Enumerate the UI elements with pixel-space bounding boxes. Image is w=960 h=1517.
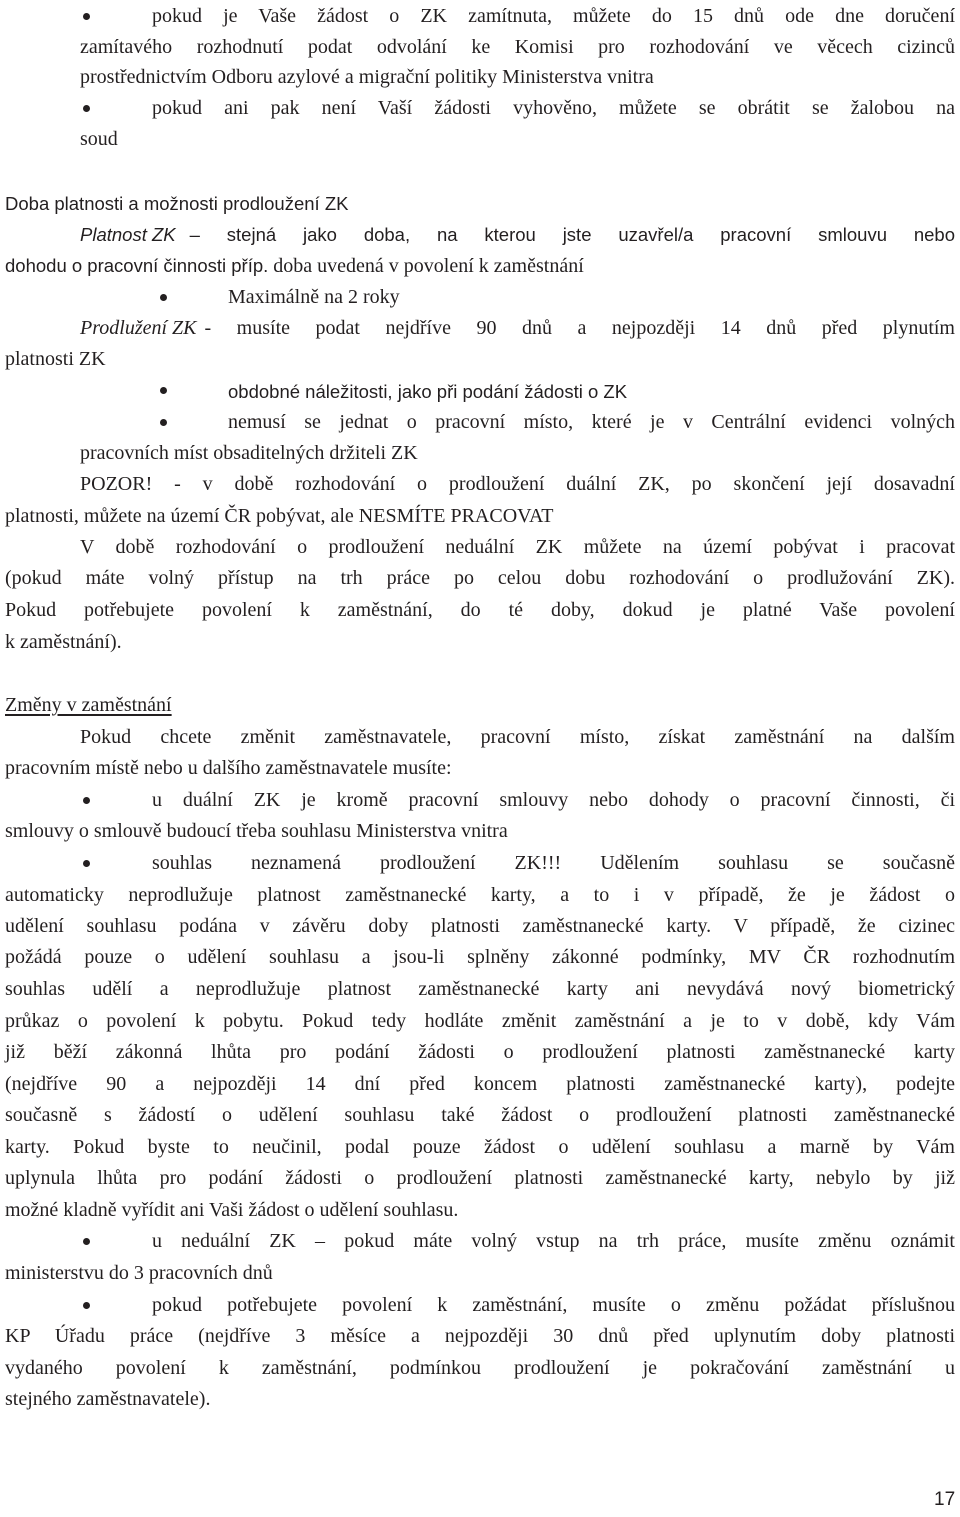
warning-line1: POZOR! - v době rozhodování o prodloužení duální ZK, po skončení její dosavadní bbox=[80, 473, 955, 495]
bullet-permit-line1: pokud potřebujete povolení k zaměstnání, musíte o změnu požádat příslušnou bbox=[152, 1294, 955, 1316]
bullet-dual-line1: u duální ZK je kromě pracovní smlouvy nebo dohody o pracovní činnosti, či bbox=[152, 789, 955, 811]
bullet-appeal-line3: prostřednictvím Odboru azylové a migrační politiky Ministerstva vnitra bbox=[80, 66, 654, 88]
bullet-permit-line4: stejného zaměstnavatele). bbox=[5, 1388, 211, 1410]
bullet-appeal-line1: pokud je Vaše žádost o ZK zamítnuta, můžete do 15 dnů ode dne doručení bbox=[152, 5, 955, 27]
consent-line: karty. Pokud byste to neučinil, podal pouze žádost o udělení souhlasu a marně by Vám bbox=[5, 1136, 955, 1158]
validity-line2-sans: dohodu o pracovní činnosti příp. bbox=[5, 255, 269, 276]
bullet-icon bbox=[83, 105, 90, 112]
bullet-icon bbox=[160, 294, 167, 301]
extension-term: Prodlužení ZK bbox=[80, 317, 197, 339]
bullet-max-duration: Maximálně na 2 roky bbox=[228, 286, 400, 308]
consent-line: uplynula lhůta pro podání žádosti o prodloužení platnosti zaměstnanecké karty, nebylo by již bbox=[5, 1167, 955, 1189]
consent-line: souhlas udělí a neprodlužuje platnost zaměstnanecké karty ani nevydává nový biometrický bbox=[5, 978, 955, 1000]
extension-text: - musíte podat nejdříve 90 dnů a nejpozději 14 dnů před plynutím bbox=[204, 317, 955, 339]
bullet-lawsuit-line2: soud bbox=[80, 128, 118, 150]
bullet-icon bbox=[83, 1302, 90, 1309]
validity-term: Platnost ZK bbox=[80, 224, 176, 245]
section-heading-employment-changes: Změny v zaměstnání bbox=[5, 694, 172, 716]
consent-line: požádá pouze o udělení souhlasu a jsou-li splněny zákonné podmínky, MV ČR rozhodnutím bbox=[5, 946, 955, 968]
consent-line: současně s žádostí o udělení souhlasu také žádost o prodloužení platnosti zaměstnanecké bbox=[5, 1104, 955, 1126]
bullet-icon bbox=[83, 797, 90, 804]
consent-line: souhlas neznamená prodloužení ZK!!! Udělením souhlasu se současně bbox=[152, 852, 955, 874]
bullet-icon bbox=[160, 387, 167, 394]
consent-line: (nejdříve 90 a nejpozději 14 dní před koncem platnosti zaměstnanecké karty), podejte bbox=[5, 1073, 955, 1095]
section-heading-validity: Doba platnosti a možnosti prodloužení ZK bbox=[5, 193, 349, 214]
bullet-central-registry-line1: nemusí se jednat o pracovní místo, které je v Centrální evidenci volných bbox=[228, 411, 955, 433]
page-number: 17 bbox=[934, 1489, 956, 1510]
bullet-same-requirements: obdobné náležitosti, jako při podání žádosti o ZK bbox=[228, 381, 628, 402]
nondual-line1: V době rozhodování o prodloužení neduální ZK můžete na území pobývat i pracovat bbox=[80, 536, 955, 558]
consent-line: možné kladně vyřídit ani Vaši žádost o udělení souhlasu. bbox=[5, 1199, 459, 1221]
consent-line: udělení souhlasu podána v závěru doby platnosti zaměstnanecké karty. V případě, že cizinec bbox=[5, 915, 955, 937]
bullet-icon bbox=[83, 13, 90, 20]
extension-line1 bbox=[80, 313, 955, 344]
consent-line: již běží zákonná lhůta pro podání žádosti o prodloužení platnosti zaměstnanecké karty bbox=[5, 1041, 955, 1063]
warning-line2: platnosti, můžete na území ČR pobývat, ale NESMÍTE PRACOVAT bbox=[5, 505, 554, 527]
bullet-nondual-line2: ministerstvu do 3 pracovních dnů bbox=[5, 1262, 273, 1284]
bullet-central-registry-line2: pracovních míst obsaditelných držiteli ZK bbox=[80, 442, 418, 464]
bullet-lawsuit-line1: pokud ani pak není Vaší žádosti vyhověno, můžete se obrátit se žalobou na bbox=[152, 97, 955, 119]
employment-intro-line2: pracovním místě nebo u dalšího zaměstnavatele musíte: bbox=[5, 757, 452, 779]
validity-line1 bbox=[80, 219, 955, 250]
bullet-icon bbox=[83, 1238, 90, 1245]
employment-intro-line1: Pokud chcete změnit zaměstnavatele, pracovní místo, získat zaměstnání na dalším bbox=[80, 726, 955, 748]
nondual-line2: (pokud máte volný přístup na trh práce po celou dobu rozhodování o prodlužování ZK). bbox=[5, 567, 955, 589]
nondual-line3: Pokud potřebujete povolení k zaměstnání, do té doby, dokud je platné Vaše povolení bbox=[5, 599, 955, 621]
validity-line2 bbox=[5, 250, 584, 282]
consent-line: automaticky neprodlužuje platnost zaměstnanecké karty, a to i v případě, že je žádost o bbox=[5, 884, 955, 906]
bullet-dual-line2: smlouvy o smlouvě budoucí třeba souhlasu Ministerstva vnitra bbox=[5, 820, 508, 842]
bullet-icon bbox=[160, 419, 167, 426]
bullet-permit-line3: vydaného povolení k zaměstnání, podmínkou prodloužení je pokračování zaměstnání u bbox=[5, 1357, 955, 1379]
bullet-nondual-line1: u neduální ZK – pokud máte volný vstup na trh práce, musíte změnu oznámit bbox=[152, 1230, 955, 1252]
bullet-icon bbox=[83, 860, 90, 867]
bullet-permit-line2: KP Úřadu práce (nejdříve 3 měsíce a nejpozději 30 dnů před uplynutím doby platnosti bbox=[5, 1325, 955, 1347]
validity-line2-serif: doba uvedená v povolení k zaměstnání bbox=[273, 255, 584, 277]
validity-text: – stejná jako doba, na kterou jste uzavřel/a pracovní smlouvu nebo bbox=[189, 224, 955, 245]
bullet-appeal-line2: zamítavého rozhodnutí podat odvolání ke Komisi pro rozhodování ve věcech cizinců bbox=[80, 36, 955, 58]
nondual-line4: k zaměstnání). bbox=[5, 631, 122, 653]
consent-line: průkaz o povolení k pobytu. Pokud tedy hodláte změnit zaměstnání a je to v době, kdy Vám bbox=[5, 1010, 955, 1032]
extension-line2: platnosti ZK bbox=[5, 348, 106, 370]
